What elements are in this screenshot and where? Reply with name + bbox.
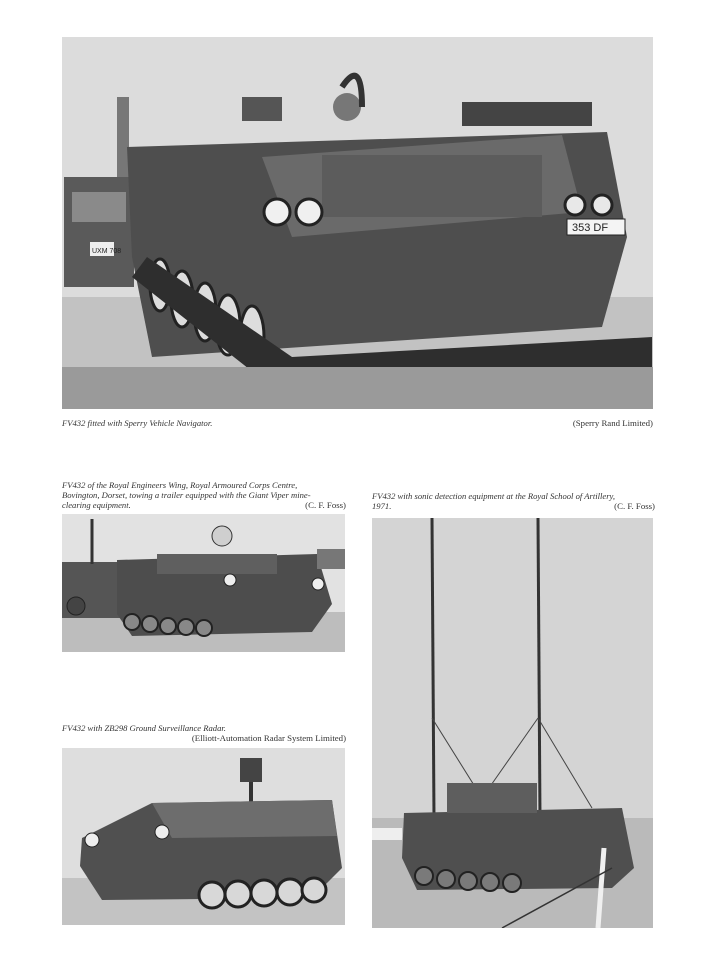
photo-fv432-sonic-detection [372,518,653,928]
svg-text:UXM 708: UXM 708 [92,248,122,255]
vehicle-illustration [62,748,345,925]
vehicle-illustration [62,37,653,409]
right-credit: (C. F. Foss) [614,501,655,511]
photo-fv432-giant-viper [62,514,345,652]
vehicle-illustration [372,518,653,928]
top-photo-credit: (Sperry Rand Limited) [572,418,653,428]
middle-left-caption: FV432 of the Royal Engineers Wing, Royal Armoured Corps Centre, Bovington, Dorset, towing a trailer equipped with the Giant Viper mine- clearing equipment. (C. F. Foss) [62,480,346,510]
svg-text:353 DF: 353 DF [572,222,609,234]
bottom-left-caption: FV432 with ZB298 Ground Surveillance Radar. (Elliott-Automation Radar System Limited) [62,723,346,743]
photo-fv432-sperry-navigator [62,37,653,409]
photo-fv432-zb298-radar [62,748,345,925]
vehicle-illustration [62,514,345,652]
bottom-left-credit: (Elliott-Automation Radar System Limited) [191,733,346,743]
right-caption: FV432 with sonic detection equipment at the Royal School of Artillery, 1971. (C. F. Foss) [372,491,655,511]
top-photo-caption: FV432 fitted with Sperry Vehicle Navigator. [62,418,213,428]
middle-left-credit: (C. F. Foss) [305,500,346,510]
